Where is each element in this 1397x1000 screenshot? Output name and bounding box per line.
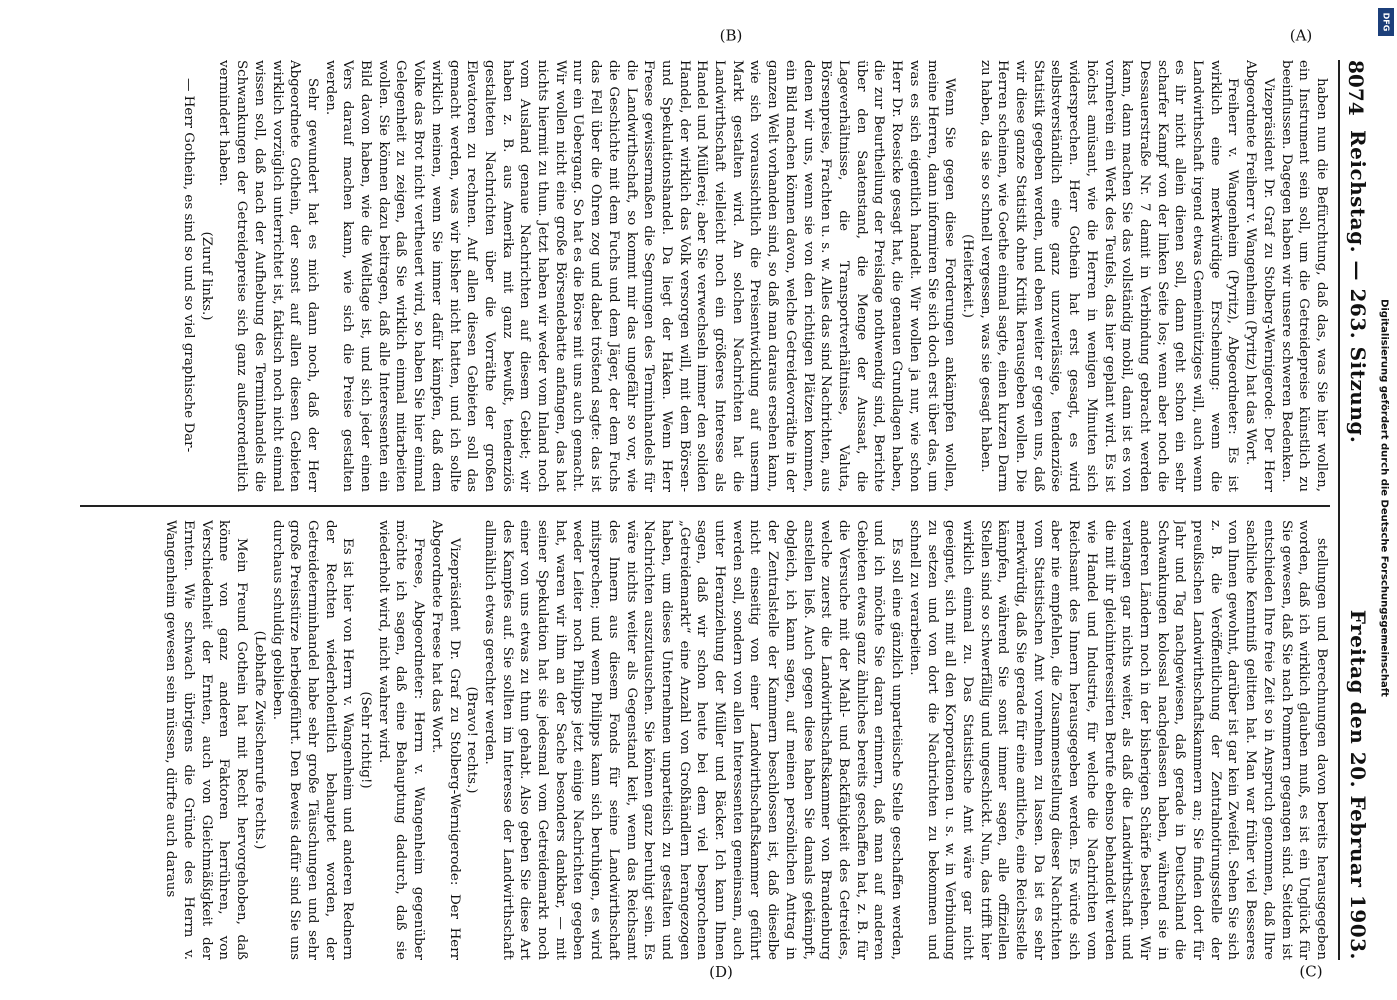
paragraph: Freese, Abgeordneter: Herrn v. Wangenheim gegenüber möchte ich sagen, daß eine Behauptung dadurch, daß sie wiederholt wird, nicht wahrer wird. — [375, 520, 427, 960]
page-header — [1338, 60, 1374, 960]
paragraph: Freiherr v. Wangenheim (Pyritz), Abgeordneter: Es ist wirklich eine merkwürdige Erscheinung: wenn die Landwirthschaft irgend etwas Gemeinnütziges will, auch wenn es ihr nicht allein dienen soll, dann geht schon ein sehr scharfer Kampf von der linken Seite los; wenn aber noch die Dessauerstraße Nr. 7 damit in Verbindung gebracht werden kann, dann machen Sie das vollständig mobil, dann ist es von vornherein ein Werk des Teufels, das hier geplant wird. Es ist höchst amüsant, wie die Herren in wenigen Minuten sich widersprechen. Herr Gothein hat erst gesagt, es wird selbstverständlich eine ganz unzuverlässige, tendenziöse Statistik gegeben werden, und eben weiter er gegen uns, daß wir diese ganze Statistik ohne Kritik herausgeben wollen. Die Herren scheinen, wie Goethe einmal sagte, einen kurzen Darm zu haben, da sie so schnell vergessen, was sie gesagt haben. — [977, 60, 1241, 492]
paragraph: (Zuruf links.) — [198, 231, 214, 321]
header-right-title: Freitag den 20. Februar 1903. — [1346, 609, 1370, 960]
sidenote-text: Digitalisierung gefördert durch die Deutsche Forschungsgemeinschaft — [1378, 299, 1390, 697]
paragraph: haben nun die Befürchtung, daß das, was Sie hier wollen, ein Instrument sein soll, um die Getreidepreise künstlich zu beeinflussen. Dagegen haben wir unsere schweren Bedenken. — [1278, 60, 1329, 492]
paragraph: Es soll eine gänzlich unparteiische Stelle geschaffen werden, und ich möchte Sie daran erinnern, daß man auf anderen Gebieten etwas ganz ähnliches bereits geschaffen hat, z. B. für die Versuche mit der Mahl- und Backfähigkeit des Getreides, welche zuerst die Landwirthschaftskammer von Brandenburg anstellen ließ. Auch gegen diese haben Sie damals gekämpft, obgleich, ich kann sagen, auf meinen persönlichen Antrag in der Zentralstelle der Kammern beschlossen ist, daß dieselbe nicht einseitig von einer Landwirthschaftskammer geführt werden soll, sondern von allen Interessenten gemeinsam, auch unter Heranziehung der Müller und Bäcker. Ich kann Ihnen sagen, daß wir schon heute bei dem viel besprochenen „Getreidemarkt“ eine Anzahl von Großhändlern herangezogen haben, um dieses Unternehmen unparteiisch zu gestalten und Nachrichten auszutauschen. Sie können ganz beruhigt sein. Es wäre nichts weiter als Gegenstand keit, wenn das Reichsamt des Innern aus diesem Fonds für seine Landwirthschaft mitsprechen; und wenn Philipps kann sich beruhigen, es wird weder Leiter noch Philipps jetzt einige Nachrichten gegeben hat, waren wir ihm an der Sache besonders dankbar, — mit seiner Spekulation hat sie jedesmal vom Getreidemarkt noch einer von uns etwas zu thun gehabt. Also geben Sie diese Art des Kampfes auf. Sie sollten im Interesse der Landwirthschaft allmählich etwas gerechter werden. — [481, 520, 905, 960]
paragraph: (Sehr richtig!) — [358, 691, 374, 789]
paragraph: Vizepräsident Dr. Graf zu Stolberg-Wernigerode: Der Herr Abgeordnete Freiherr v. Wangenheim (Pyritz) hat das Wort. — [1243, 60, 1276, 492]
paragraph: (Heiterkeit.) — [959, 234, 975, 318]
paragraph: (Bravo! rechts.) — [464, 686, 480, 794]
marker-b: (B) — [719, 26, 743, 45]
rotated-newspaper-page — [60, 0, 1380, 1000]
marker-d: (D) — [709, 962, 733, 981]
paragraph: Sehr gewundert hat es mich dann noch, daß der Herr Abgeordnete Gothein, der sonst auf allen diesen Gebieten wirklich vorzüglich unterrichtet ist, faktisch noch nicht einmal wissen soll, daß nach der Aufhebung des Terminhandels die Schwankungen der Getreidepreise sich ganz außerordentlich vermindert haben. — [216, 60, 320, 492]
paragraph: — Herr Gothein, es sind so und so viel graphische Dar- — [181, 78, 196, 453]
page-number: 8074 — [1344, 60, 1368, 116]
dfg-logo — [1378, 8, 1394, 36]
paragraph: Vizepräsident Dr. Graf zu Stolberg-Wernigerode: Der Herr Abgeordnete Freese hat das Wort. — [428, 520, 462, 960]
column-divider — [80, 505, 1330, 507]
right-column — [80, 520, 1330, 960]
funding-sidenote — [1373, 8, 1395, 988]
left-column — [80, 60, 1330, 492]
marker-c: (C) — [1299, 962, 1323, 981]
paragraph: Es ist hier von Herrn v. Wangenheim und anderen Rednern der Rechten wiederholentlich behauptet worden, der Getreideterminhandel habe sehr große Täuschungen und sehr große Preisstürze herbeigeführt. Den Beweis dafür sind Sie uns durchaus schuldig geblieben. — [269, 520, 356, 960]
paragraph: Wenn Sie gegen diese Forderungen ankämpfen wollen, meine Herren, dann informiren Sie sich doch erst über das, um was es sich eigentlich handelt. Wir wollen ja nur, wie schon Herr Dr. Roesicke gesagt hat, die genauen Grundlagen haben, die zur Beurtheilung der Preislage nothwendig sind, Berichte über den Saatenstand, die Menge der Aussaat, die Lageverhältnisse, die Transportverhältnisse, Valuta, Börsenpreise, Frachten u. s. w. Alles das sind Nachrichten, aus denen wir uns, wenn sie von den richtigen Plätzen kommen, ein Bild machen können davon, welche Getreidevorräthe in der ganzen Welt vorhanden sind, so daß man daraus ersehen kann, wie sich voraussichtlich die Preisentwicklung auf unserm Markt gestalten wird. An solchen Nachrichten hat die Landwirthschaft vielleicht noch ein größeres Interesse als Handel und Müllerei; aber Sie verwechseln immer den soliden Handel, der wirklich das Volk versorgen will, mit dem Börsen- und Spekulationshandel. Da liegt der Haken. Wenn Herr Freese gewissermaßen die Segnungen des Terminhandels für die Landwirthschaft, so kommt mir das ungefähr so vor, wie die Geschichte mit dem Fuchs und dem Jäger, der dem Fuchs das Fell über die Ohren zog und dabei tröstend sagte: das ist nur ein Uebergang. So hat es die Börse mit uns auch gemacht. Wir wollen nicht eine große Börsendebatte anfangen, das hat nichts hiermit zu thun. Jetzt haben wir weder vom Inland noch vom Ausland genaue Nachrichten auf diesem Gebiet; wir haben z. B. aus Amerika mit ganz bewußt, tendenziös gestalteten Nachrichten über die Vorräthe der großen Elevatoren zu rechnen. Auf allen diesen Gebieten soll das gemacht werden, was wir bisher nicht hatten, und ich sollte wirklich meinen, wenn Sie immer dafür kämpfen, daß dem Volke das Brot nicht vertheuert wird, so haben Sie hier einmal Gelegenheit zu zeigen, daß Sie wirklich einmal mitarbeiten wollen. Sie können dazu beitragen, daß alle Interessenten ein Bild davon haben, wie die Weltlage ist, und sich jeder einen Vers darauf machen kann, wie sich die Preise gestalten werden. — [322, 60, 958, 492]
header-left-title: Reichstag. — 263. Sitzung. — [1346, 130, 1370, 444]
paragraph: Mein Freund Gothein hat mit Recht hervorgehoben, daß könne von ganz anderen Faktoren herrühren, von Verschiedenheit der Ernten, auch von Gleichmäßigkeit der Ernten. Wie schwach übrigens die Gründe des Herrn v. Wangenheim gewesen sein müssen, dürfte auch daraus — [163, 520, 250, 960]
paragraph: stellungen und Berechnungen davon bereits herausgegeben worden, daß ich wirklich glauben muß, es ist ein Unglück für Sie gewesen, daß Sie nach Pommern gegangen sind. Seitdem ist entschieden Ihre freie Zeit so in Anspruch genommen, daß Ihre sachliche Kenntniß gelitten hat. Man war früher viel Besseres von Ihnen gewohnt, darüber ist gar kein Zweifel. Sehen Sie sich z. B. die Veröffentlichung der Zentralnotirungsstelle der preußischen Landwirthschaftskammern an; Sie finden dort für Jahr und Tag nachgewiesen, daß gerade in Deutschland die Schwankungen kolossal nachgelassen haben, während sie in anderen Ländern noch in der bisherigen Schärfe bestehen. Wir verlangen gar nichts weiter, als daß die Landwirthschaft und die mit ihr gleichinteressirten Berufe ebenso behandelt werden wie Handel und Industrie, für welche die Nachrichten vom Reichsamt des Innern herausgegeben werden. Es würde sich aber nie empfehlen, die Zusammenstellung dieser Nachrichten vom Statistischen Amt vornehmen zu lassen. Da ist es sehr merkwürdig, daß Sie gerade für eine amtliche, eine Reichsstelle kämpfen, während Sie sonst immer sagen, alle offiziellen Stellen sind so schwerfällig und ungeschickt. Nun, das trifft hier wirklich einmal zu. Das Statistische Amt wäre gar nicht geeignet, sich mit all den Korporationen u. s. w. in Verbindung zu setzen und von dort die Nachrichten zu bekommen und schnell zu verarbeiten. — [906, 520, 1329, 960]
dfg-logo-text: DFG — [1381, 12, 1391, 32]
paragraph: (Lebhafte Zwischenrufe rechts.) — [251, 630, 267, 850]
marker-a: (A) — [1289, 26, 1313, 45]
